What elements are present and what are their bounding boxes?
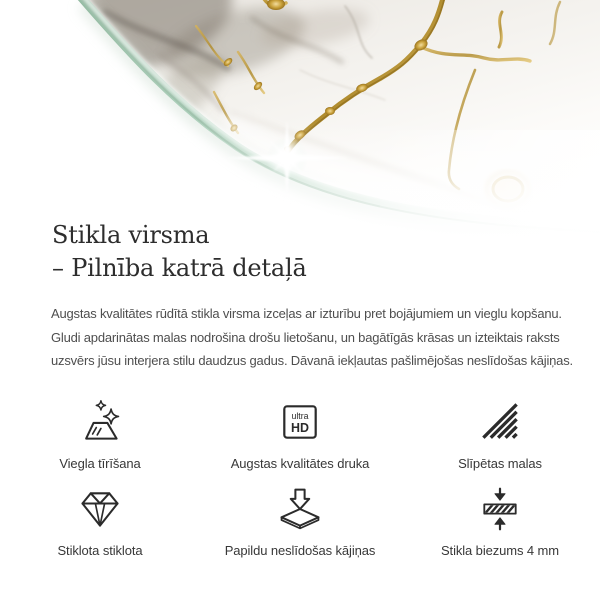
page-title-line-2: – Pilnība katrā detaļā [52,254,307,282]
feature-label: Augstas kvalitātes druka [230,456,370,471]
page-title [52,219,307,285]
page-title-line-1: Stikla virsma [52,221,210,249]
feature-label: Papildu neslīdošas kājiņas [224,543,376,558]
description-line-3: uzsvērs jūsu interjera stilu daudzus gadus. Dāvanā iekļautas pašlimējošas neslīdošas kājiņas. [51,353,573,368]
feature-label: Stikla biezums 4 mm [440,543,560,558]
ultra-hd-icon [276,398,324,446]
feature-non-slip-feet [200,485,400,558]
beveled-edge-icon [476,398,524,446]
feature-label: Viegla tīrīšana [59,456,141,471]
feature-glass-thickness [400,485,600,558]
feature-beveled-edges [400,398,600,471]
sparkle-clean-icon [76,398,124,446]
description-paragraph [51,302,573,373]
description-line-2: Gludi apdarinātas malas nodrošina drošu lietošanu, un bagātīgās krāsas un izteiktais raksts [51,329,560,345]
feature-ultra-hd-print [200,398,400,471]
description-line-1: Augstas kvalitātes rūdītā stikla virsma izceļas ar izturību pret bojājumiem un vieglu kopšanu. [51,306,562,321]
feature-label: Slīpētas malas [458,456,542,471]
feature-glazed-glass [0,485,200,558]
non-slip-pad-icon [276,485,324,533]
feature-grid [0,398,600,558]
ultra-hd-icon-text-top: ultra [291,411,309,422]
glass-thickness-icon [476,485,524,533]
ultra-hd-icon-text-bottom: HD [291,421,309,436]
feature-label: Stiklota stiklota [57,543,143,558]
diamond-icon [76,485,124,533]
feature-easy-cleaning [0,398,200,471]
